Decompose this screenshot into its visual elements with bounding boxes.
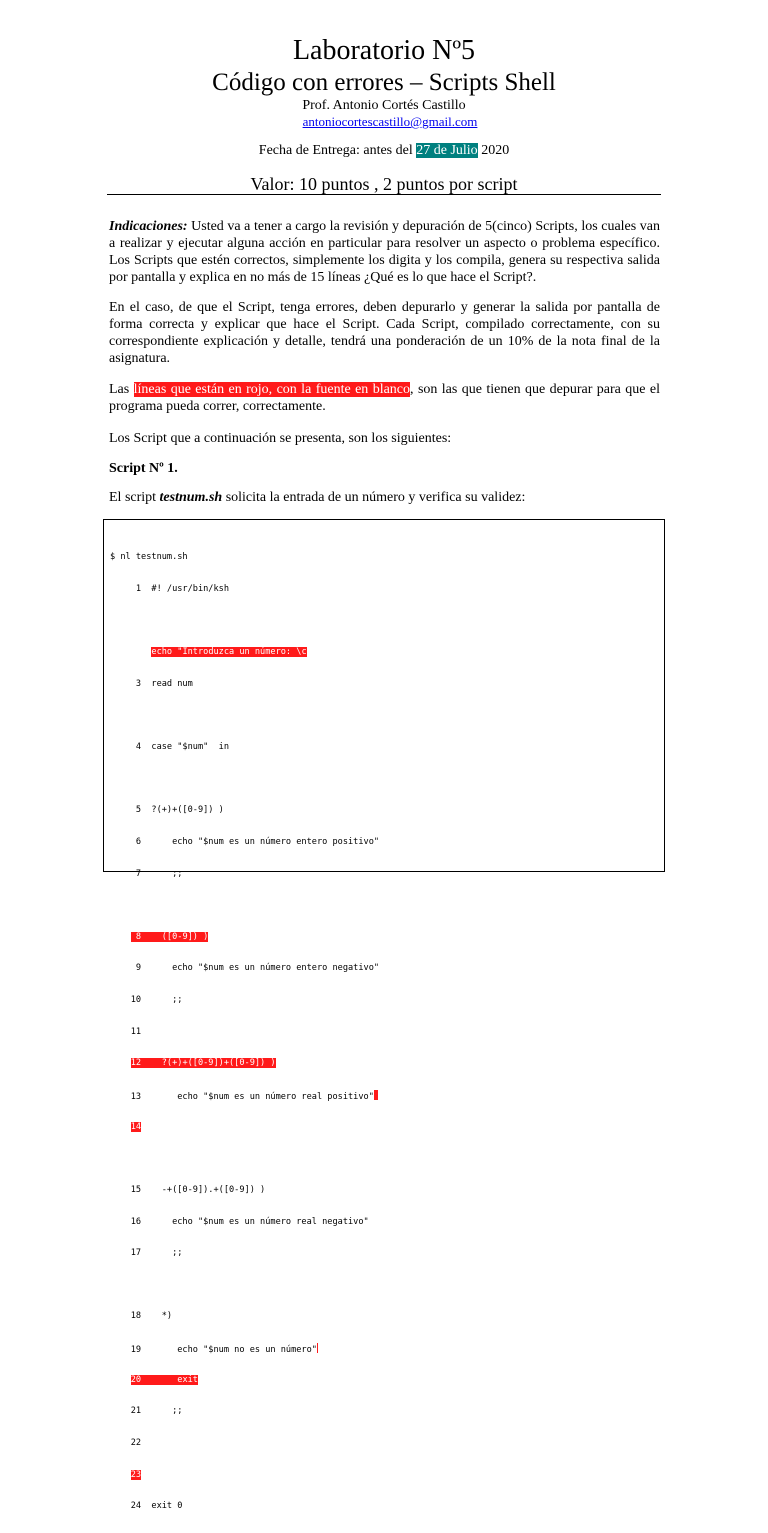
- code-line: [110, 1280, 379, 1291]
- code-line: 5 ?(+)+([0-9]) ): [110, 805, 224, 816]
- error-highlight: 23: [130, 1469, 142, 1480]
- code-listing: [110, 531, 379, 1533]
- code-line: [110, 774, 379, 785]
- code-line: 11: [110, 1026, 142, 1037]
- code-line: 18 *): [110, 1311, 173, 1322]
- error-highlight: 14: [130, 1121, 142, 1132]
- code-line-error: [110, 1058, 379, 1069]
- error-highlight: 20 exit: [130, 1374, 198, 1385]
- code-line: [110, 710, 379, 721]
- author-name: Prof. Antonio Cortés Castillo: [302, 98, 466, 113]
- script-desc-post: solicita la entrada de un número y verifica su validez:: [222, 490, 526, 505]
- script-desc-pre: El script: [109, 490, 160, 505]
- due-year: 2020: [477, 143, 510, 158]
- author-email-link[interactable]: antoniocortescastillo@gmail.com: [302, 114, 478, 129]
- error-highlight: 12 ?(+)+([0-9])+([0-9]) ): [130, 1058, 276, 1069]
- error-highlight: 8 ([0-9]) ): [130, 931, 209, 942]
- code-line: 24 exit 0: [110, 1501, 183, 1512]
- red-lines-pre: Las: [109, 382, 134, 397]
- instructions-lead: Indicaciones:: [109, 219, 188, 234]
- code-line-error: [110, 647, 379, 658]
- code-line: 7 ;;: [110, 868, 183, 879]
- code-line-error: [110, 1122, 379, 1133]
- code-line: 9 echo "$num es un número entero negativo": [110, 963, 380, 974]
- script-heading: Script Nº 1.: [109, 461, 178, 476]
- code-line: 19 echo "$num no es un número": [110, 1345, 317, 1356]
- due-date-line: [0, 142, 768, 160]
- red-lines-post: , son las que tienen que depurar para que el programa pueda correr, correctamente.: [109, 382, 660, 414]
- code-line: [110, 1153, 379, 1164]
- code-line-error: [110, 1375, 379, 1386]
- error-cursor-mark: [374, 1090, 378, 1100]
- instructions-text: Usted va a tener a cargo la revisión y depuración de 5(cinco) Scripts, los cuales van a realizar y ejecutar alguna acción en particular para resolver un aspecto o problema específico. Los Scripts que estén correctos, simplemente los digita y los compila, genera su respectiva salida por pantalla y explica en no más de 15 líneas ¿Qué es lo que hace el Script?.: [109, 219, 660, 285]
- code-line-error: [110, 932, 379, 943]
- code-line-error: [110, 1470, 379, 1481]
- code-line: 16 echo "$num es un número real negativo": [110, 1216, 369, 1227]
- author-email-line: [0, 114, 768, 130]
- document-title: Laboratorio Nº5: [292, 35, 476, 66]
- error-highlight: echo "Introduzca un número: \c: [151, 647, 307, 658]
- code-line: 17 ;;: [110, 1248, 183, 1259]
- code-line: 21 ;;: [110, 1406, 183, 1417]
- code-line: [110, 900, 379, 911]
- document-subtitle: Código con errores – Scripts Shell: [212, 69, 556, 96]
- code-line: 1 #! /usr/bin/ksh: [110, 583, 229, 594]
- due-prefix: Fecha de Entrega: antes del: [258, 143, 417, 158]
- code-line: $ nl testnum.sh: [110, 552, 188, 563]
- grade-value-heading: Valor: 10 puntos , 2 puntos por script: [107, 174, 661, 195]
- code-line: [110, 615, 379, 626]
- due-date-highlight: 27 de Julio: [416, 143, 478, 158]
- scripts-intro-paragraph: Los Script que a continuación se presenta, son los siguientes:: [109, 431, 452, 446]
- script-filename: testnum.sh: [159, 490, 223, 505]
- code-line: 6 echo "$num es un número entero positivo": [110, 836, 380, 847]
- code-line: 13 echo "$num es un número real positivo": [110, 1090, 379, 1101]
- code-line: 22: [110, 1438, 142, 1449]
- red-lines-highlight: líneas que están en rojo, con la fuente en blanco: [133, 382, 411, 397]
- code-line: 4 case "$num" in: [110, 741, 229, 752]
- code-listing-box: [103, 519, 665, 1512]
- code-line: 10 ;;: [110, 995, 183, 1006]
- instructions-paragraph: [109, 218, 660, 286]
- code-line: 15 -+([0-9]).+([0-9]) ): [110, 1184, 266, 1195]
- errors-paragraph: En el caso, de que el Script, tenga errores, deben depurarlo y generar la salida por pantalla de forma correcta y explicar que hace el Script. Cada Script, compilado correctamente, con su correspondiente explicación y detalle, tendrá una ponderación de un 10% de la nota final de la asignatura.: [109, 300, 660, 366]
- code-line: 3 read num: [110, 678, 193, 689]
- script-description: [109, 489, 660, 506]
- error-cursor-mark: [317, 1343, 318, 1353]
- red-lines-paragraph: [109, 381, 660, 415]
